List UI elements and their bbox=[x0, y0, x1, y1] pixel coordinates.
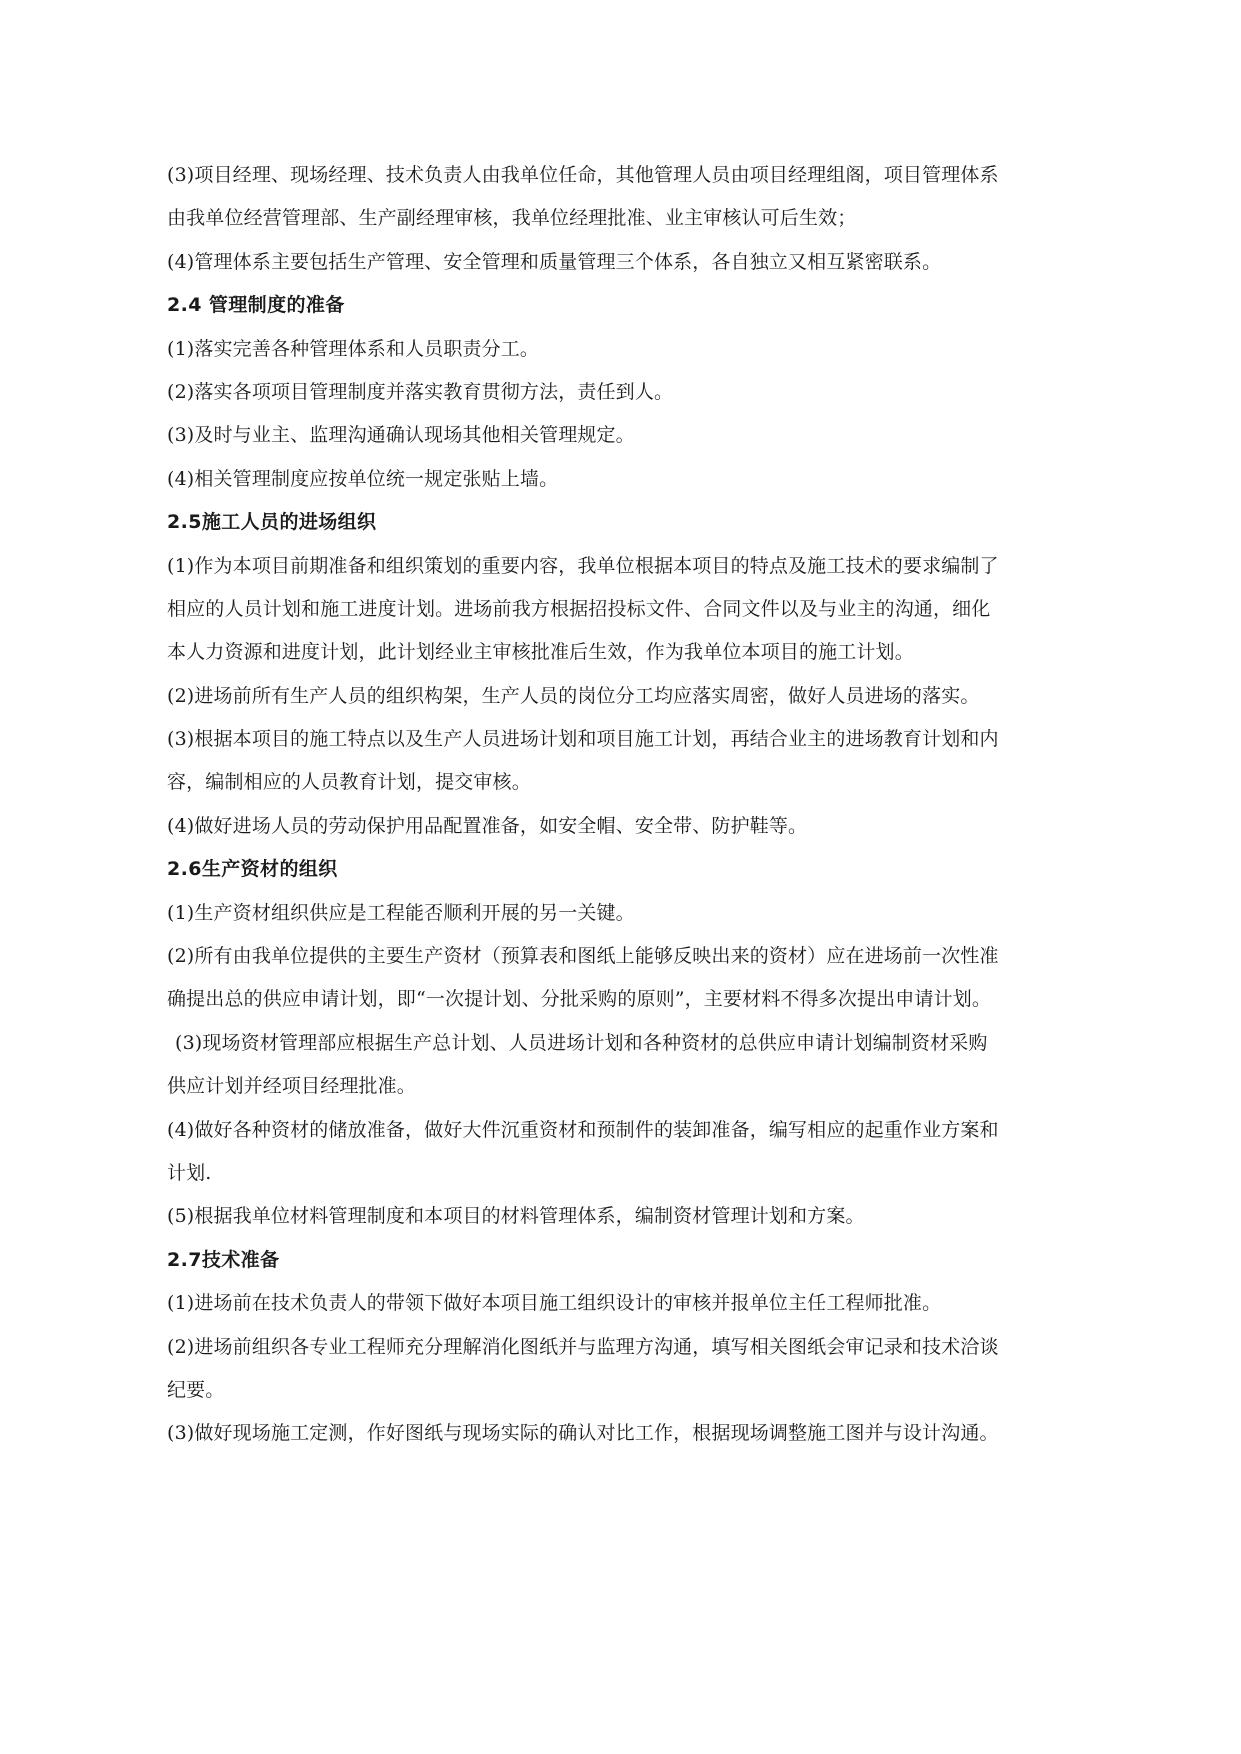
paragraph-line: 容，编制相应的人员教育计划，提交审核。 bbox=[167, 771, 531, 794]
paragraph-line: (1)落实完善各种管理体系和人员职责分工。 bbox=[167, 337, 540, 360]
paragraph-line: (4)相关管理制度应按单位统一规定张贴上墙。 bbox=[167, 467, 559, 490]
section-heading-2-7: 2.7技术准备 bbox=[167, 1248, 280, 1271]
paragraph-line: 由我单位经营管理部、生产副经理审核，我单位经理批准、业主审核认可后生效； bbox=[167, 207, 857, 230]
paragraph-line: (4)做好各种资材的储放准备，做好大件沉重资材和预制件的装卸准备，编写相应的起重作业方案和 bbox=[167, 1118, 999, 1141]
document-page bbox=[167, 154, 1102, 1456]
paragraph-line: (3)做好现场施工定测，作好图纸与现场实际的确认对比工作，根据现场调整施工图并与设计沟通。 bbox=[167, 1422, 999, 1445]
paragraph-line: 相应的人员计划和施工进度计划。进场前我方根据招投标文件、合同文件以及与业主的沟通，细化 bbox=[167, 597, 991, 620]
paragraph-line: (3)现场资材管理部应根据生产总计划、人员进场计划和各种资材的总供应申请计划编制资材采购 bbox=[175, 1031, 988, 1054]
paragraph-line: 纪要。 bbox=[167, 1378, 225, 1401]
paragraph-line: 本人力资源和进度计划，此计划经业主审核批准后生效，作为我单位本项目的施工计划。 bbox=[167, 641, 914, 664]
paragraph-line: (2)进场前组织各专业工程师充分理解消化图纸并与监理方沟通，填写相关图纸会审记录和技术洽谈 bbox=[167, 1335, 999, 1358]
paragraph-line: (5)根据我单位材料管理制度和本项目的材料管理体系，编制资材管理计划和方案。 bbox=[167, 1205, 865, 1228]
paragraph-line: (1)作为本项目前期准备和组织策划的重要内容，我单位根据本项目的特点及施工技术的要求编制了 bbox=[167, 554, 999, 577]
section-heading-2-5: 2.5施工人员的进场组织 bbox=[167, 511, 377, 534]
paragraph-line: (3)及时与业主、监理沟通确认现场其他相关管理规定。 bbox=[167, 424, 635, 447]
paragraph-line: (2)进场前所有生产人员的组织构架，生产人员的岗位分工均应落实周密，做好人员进场的落实。 bbox=[167, 684, 980, 707]
paragraph-line: (3)根据本项目的施工特点以及生产人员进场计划和项目施工计划，再结合业主的进场教育计划和内 bbox=[167, 728, 999, 751]
section-heading-2-4: 2.4 管理制度的准备 bbox=[167, 294, 345, 317]
paragraph-line: (2)所有由我单位提供的主要生产资材（预算表和图纸上能够反映出来的资材）应在进场前一次性准 bbox=[167, 945, 999, 968]
paragraph-line: 计划. bbox=[167, 1161, 212, 1184]
section-heading-2-6: 2.6生产资材的组织 bbox=[167, 858, 338, 881]
paragraph-line: (2)落实各项项目管理制度并落实教育贯彻方法，责任到人。 bbox=[167, 380, 674, 403]
paragraph-line: (1)进场前在技术负责人的带领下做好本项目施工组织设计的审核并报单位主任工程师批准。 bbox=[167, 1292, 942, 1315]
paragraph-line: 供应计划并经项目经理批准。 bbox=[167, 1075, 416, 1098]
paragraph-line: (3)项目经理、现场经理、技术负责人由我单位任命，其他管理人员由项目经理组阁，项目管理体系 bbox=[167, 164, 999, 186]
paragraph-line: (1)生产资材组织供应是工程能否顺利开展的另一关键。 bbox=[167, 901, 635, 924]
paragraph-line: (4)管理体系主要包括生产管理、安全管理和质量管理三个体系，各自独立又相互紧密联系。 bbox=[167, 250, 942, 273]
paragraph-line: (4)做好进场人员的劳动保护用品配置准备，如安全帽、安全带、防护鞋等。 bbox=[167, 814, 808, 837]
paragraph-line: 确提出总的供应申请计划，即“一次提计划、分批采购的原则”，主要材料不得多次提出申请计划。 bbox=[167, 988, 992, 1011]
